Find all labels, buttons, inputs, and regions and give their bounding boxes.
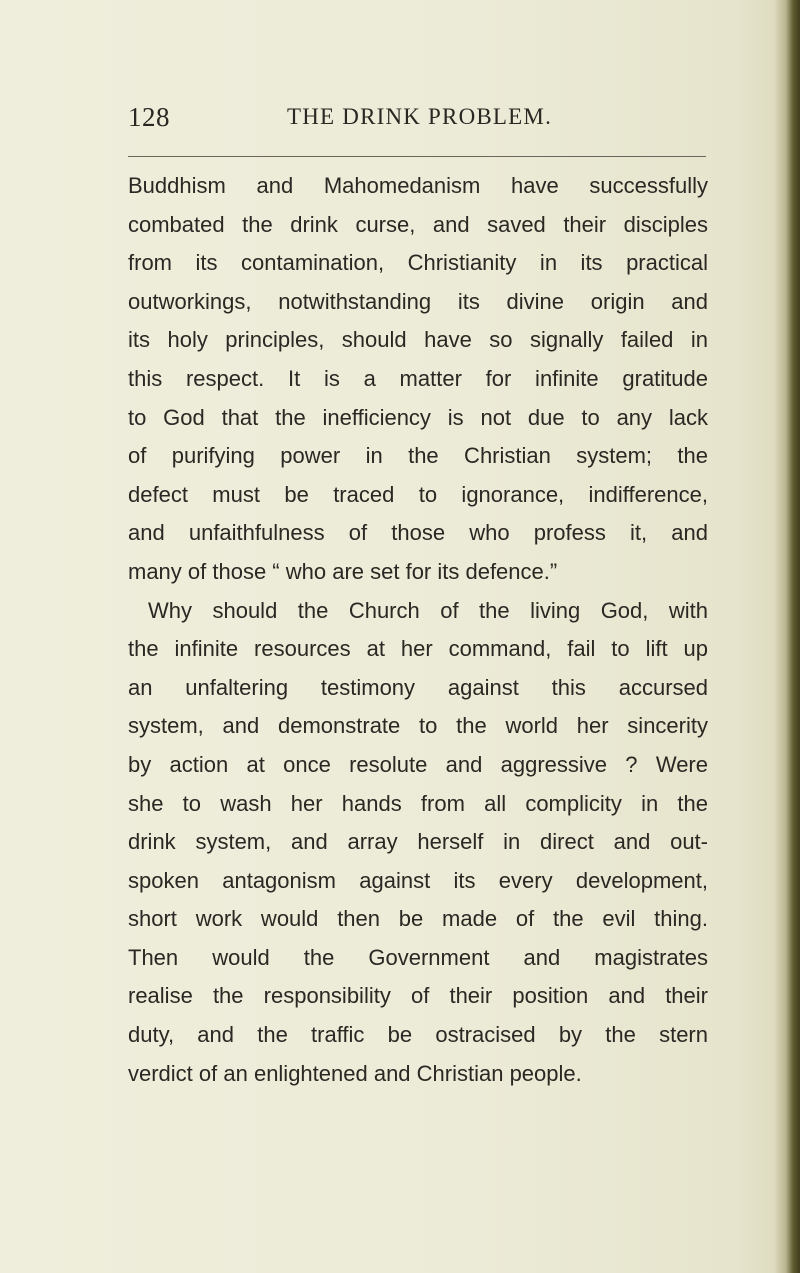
text-line: an unfaltering testimony against this accursed	[128, 674, 708, 700]
running-title: THE DRINK PROBLEM.	[287, 104, 553, 129]
text-line: drink system, and array herself in direct and out-	[128, 829, 708, 855]
text-line: combated the drink curse, and saved their disciples	[128, 211, 708, 237]
running-head	[0, 100, 800, 140]
page-number: 128	[128, 102, 170, 132]
text-line: verdict of an enlightened and Christian people.	[128, 1060, 582, 1086]
text-line: short work would then be made of the evil thing.	[128, 906, 708, 932]
header-rule	[128, 156, 706, 157]
text-line: duty, and the traffic be ostracised by the stern	[128, 1022, 708, 1048]
text-line: the infinite resources at her command, fail to lift up	[128, 636, 708, 662]
text-line: Then would the Government and magistrates	[128, 944, 708, 970]
text-line: this respect. It is a matter for infinite gratitude	[128, 365, 708, 391]
body-text	[128, 167, 708, 1093]
text-line: and unfaithfulness of those who profess it, and	[128, 520, 708, 546]
text-line: outworkings, notwithstanding its divine origin and	[128, 288, 708, 314]
text-line: Why should the Church of the living God, with	[148, 597, 708, 623]
text-line: system, and demonstrate to the world her sincerity	[128, 713, 708, 739]
text-line: by action at once resolute and aggressive ? Were	[128, 751, 708, 777]
page-binding-edge	[774, 0, 800, 1273]
text-line: Buddhism and Mahomedanism have successfully	[128, 173, 708, 198]
text-line: its holy principles, should have so signally failed in	[128, 327, 708, 353]
text-line: of purifying power in the Christian system; the	[128, 443, 708, 469]
text-line: many of those “ who are set for its defence.”	[128, 558, 558, 584]
text-line: to God that the inefficiency is not due to any lack	[128, 404, 708, 430]
text-line: she to wash her hands from all complicity in the	[128, 790, 708, 816]
text-line: defect must be traced to ignorance, indifference,	[128, 481, 708, 507]
text-line: realise the responsibility of their position and their	[128, 983, 708, 1009]
text-line: spoken antagonism against its every development,	[128, 867, 708, 893]
text-line: from its contamination, Christianity in its practical	[128, 250, 708, 276]
